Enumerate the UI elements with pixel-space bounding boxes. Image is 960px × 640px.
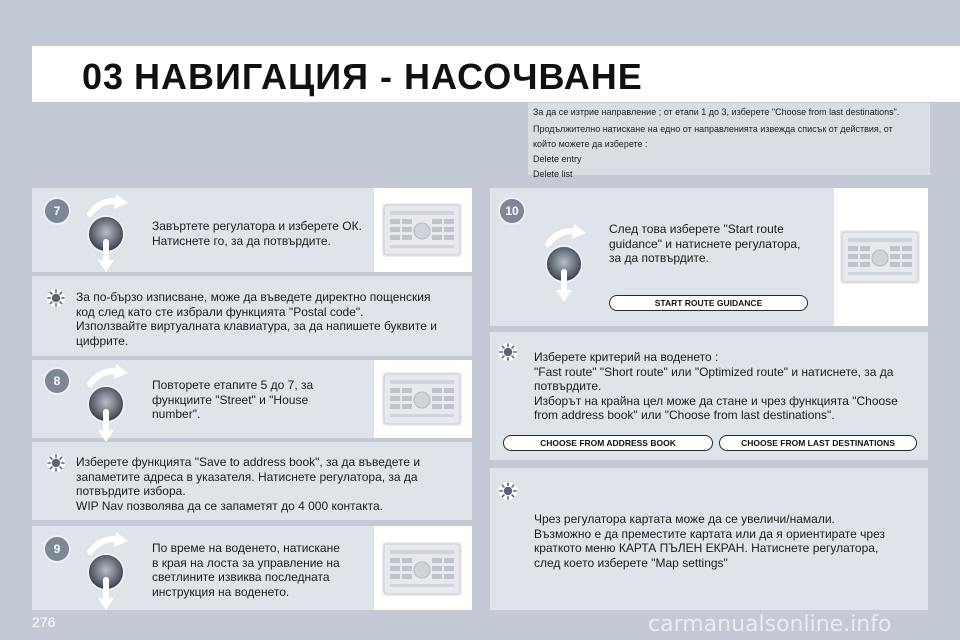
- info-line: Delete entry: [533, 154, 582, 164]
- rotary-knob-icon: [80, 362, 132, 442]
- step-badge: 9: [43, 535, 71, 563]
- info-line: който можете да изберете :: [533, 139, 648, 149]
- tip-bulb-icon: [45, 287, 67, 309]
- page-number: 276: [32, 614, 56, 630]
- tip-text: Изберете функцията "Save to address book", за да въведете и запаметите адреса в указателя. Натиснете регулатора, за да потвърдите избора. WIP Nav позволява да се запаметят до 4 000 контакта.: [76, 455, 421, 513]
- tip-text: Чрез регулатора картата може да се увеличи/намали. Възможно е да преместите картата или да я ориентирате чрез краткото меню КАРТА ПЪЛЕН ЕКРАН. Натиснете регулатора, след което изберете "Map settings": [534, 512, 885, 570]
- radio-unit-icon: [840, 230, 920, 284]
- radio-unit-icon: [382, 203, 462, 257]
- page-title: НАВИГАЦИЯ - НАСОЧВАНЕ: [134, 56, 643, 97]
- info-line: Продължително натискане на едно от направленията извежда списък от действия, от: [533, 124, 893, 134]
- tip-bulb-icon: [497, 341, 519, 363]
- tip-bulb-icon: [497, 480, 519, 502]
- start-route-guidance-button[interactable]: START ROUTE GUIDANCE: [609, 295, 808, 311]
- step-badge: 7: [43, 197, 71, 225]
- tip-text: Изберете критерий на воденето : "Fast route" "Short route" или "Optimized route" и натиснете, за да потвърдите. Изборът на крайна цел може да стане и чрез функцията "Choose from address book" или "Choose from last destinations".: [534, 350, 898, 422]
- step-badge: 10: [498, 197, 526, 225]
- rotary-knob-icon: [80, 192, 132, 272]
- step-8-text: Повторете етапите 5 до 7, за функциите "Street" и "House number".: [152, 378, 314, 421]
- choose-from-last-destinations-button[interactable]: CHOOSE FROM LAST DESTINATIONS: [719, 435, 917, 451]
- step-7-text: Завъртете регулатора и изберете ОК. Натиснете го, за да потвърдите.: [152, 219, 362, 248]
- tip-bulb-icon: [45, 452, 67, 474]
- rotary-knob-icon: [80, 530, 132, 610]
- step-9-text: По време на воденето, натискане в края на лоста за управление на светлините извиква последната инструкция на воденето.: [152, 541, 340, 599]
- watermark: carmanualsonline.info: [648, 612, 892, 637]
- info-line: Delete list: [533, 169, 573, 179]
- step-10-text: След това изберете "Start route guidance" и натиснете регулатора, за да потвърдите.: [609, 222, 801, 265]
- tip-text: За по-бързо изписване, може да въведете директно пощенския код след като сте избрали функцията "Postal code". Използвайте виртуалната клавиатура, за да напишете буквите и цифрите.: [76, 290, 437, 348]
- rotary-knob-icon: [538, 222, 590, 302]
- radio-unit-icon: [382, 542, 462, 596]
- choose-from-address-book-button[interactable]: CHOOSE FROM ADDRESS BOOK: [503, 435, 713, 451]
- chapter-number: 03: [82, 56, 125, 97]
- info-line: За да се изтрие направление ; от етапи 1 до 3, изберете "Choose from last destinations".: [533, 107, 900, 117]
- radio-unit-icon: [382, 372, 462, 426]
- step-badge: 8: [43, 367, 71, 395]
